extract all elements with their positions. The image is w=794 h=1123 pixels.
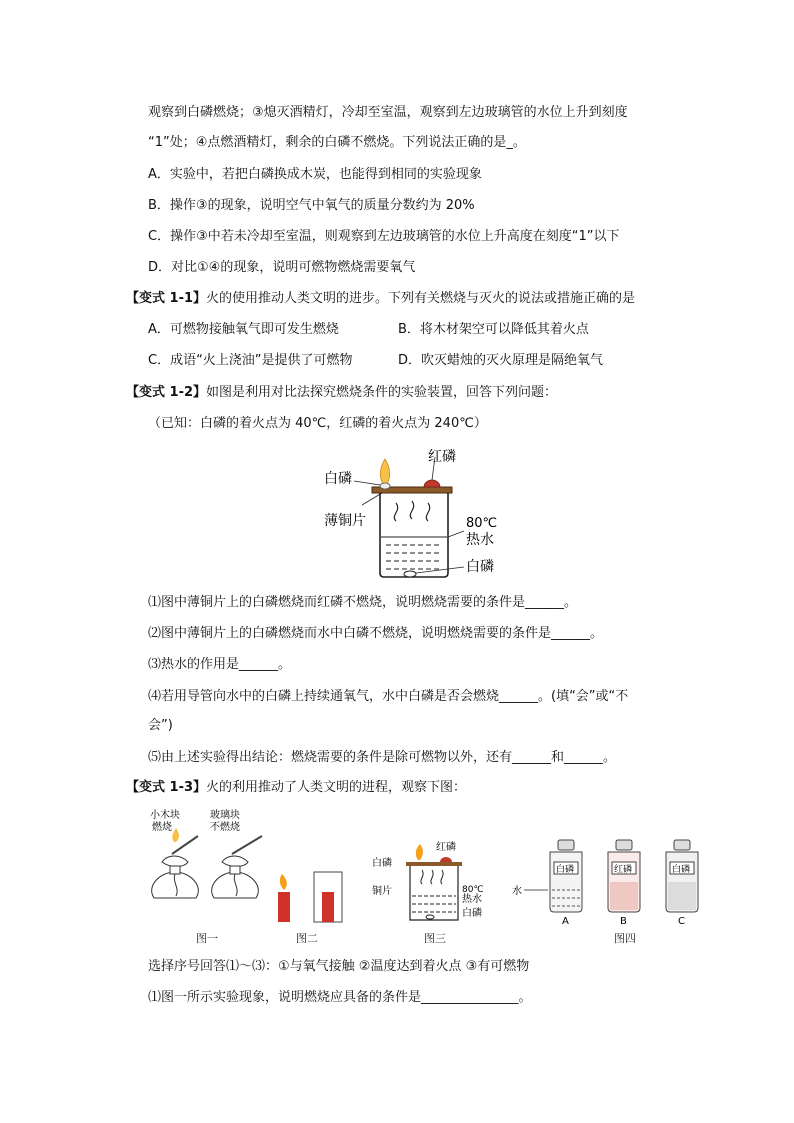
steam-lines [394, 501, 429, 521]
variant-stem: 火的利用推动了人类文明的进程，观察下图： [206, 780, 467, 795]
label-not-burn: 不燃烧 [210, 822, 240, 833]
letter-a: A [562, 916, 569, 926]
label-copper: 铜片 [372, 886, 392, 897]
figure-3-apparatus [370, 840, 494, 926]
label-temp: 80℃ [462, 885, 484, 895]
underwater-phosphorus [404, 571, 416, 577]
variant-stem: 如图是利用对比法探究燃烧条件的实验装置，回答下列问题： [206, 385, 558, 400]
label-red-phosphorus: 红磷 [428, 449, 456, 465]
label-red-phosphorus: 红磷 [436, 842, 456, 853]
q1-option-b: B．操作③的现象，说明空气中氧气的质量分数约为 20% [148, 198, 475, 213]
label-hot-water: 热水 [462, 894, 482, 905]
figure-1-caption: 图一 [196, 932, 218, 945]
letter-c: C [678, 916, 685, 926]
label-burns: 燃烧 [152, 822, 172, 833]
variant-1-3-heading [126, 779, 466, 797]
label-underwater-p: 白磷 [462, 908, 482, 919]
figure-2-candles [268, 868, 348, 926]
label-bottle-c: 白磷 [672, 865, 691, 875]
bottle-c [666, 840, 698, 912]
q1-option-c: C．操作③中若未冷却至室温，则观察到左边玻璃管的水位上升高度在刻度“1”以下 [148, 229, 620, 244]
label-white-phosphorus: 白磷 [372, 858, 392, 869]
q1-option-d: D．对比①④的现象，说明可燃物燃烧需要氧气 [148, 260, 416, 275]
figure-2-caption: 图二 [296, 932, 318, 945]
v12-known-note: （已知：白磷的着火点为 40℃，红磷的着火点为 240℃） [148, 416, 487, 431]
label-hot-water: 热水 [466, 532, 494, 548]
figure-4-caption: 图四 [614, 932, 636, 945]
v13-choose-options: 选择序号回答⑴～⑶：①与氧气接触 ②温度达到着火点 ③有可燃物 [148, 959, 530, 974]
variant-tag: 【变式 1-3】 [126, 780, 207, 795]
v11-option-b: B．将木材架空可以降低其着火点 [398, 322, 589, 337]
v11-option-d: D．吹灭蜡烛的灭火原理是隔绝氧气 [398, 353, 604, 368]
label-bottle-a: 白磷 [556, 865, 575, 875]
variant-tag: 【变式 1-1】 [126, 291, 207, 306]
alcohol-lamp-right [212, 836, 262, 898]
flame-icon [380, 459, 389, 485]
q1-line2: “1”处；④点燃酒精灯，剩余的白磷不燃烧。下列说法正确的是_。 [148, 135, 526, 150]
v12-sub-1: ⑴图中薄铜片上的白磷燃烧而红磷不燃烧，说明燃烧需要的条件是______。 [148, 595, 578, 610]
q1-option-a: A．实验中，若把白磷换成木炭，也能得到相同的实验现象 [148, 167, 482, 182]
bottle-a [550, 840, 582, 912]
bottle-b [608, 840, 640, 912]
alcohol-lamp-left [152, 828, 199, 898]
v12-sub-5: ⑸由上述实验得出结论：燃烧需要的条件是除可燃物以外，还有______和______。 [148, 750, 617, 765]
v12-sub-2: ⑵图中薄铜片上的白磷燃烧而水中白磷不燃烧，说明燃烧需要的条件是______。 [148, 626, 604, 641]
v11-option-c: C．成语“火上浇油”是提供了可燃物 [148, 353, 353, 368]
figure-3-caption: 图三 [424, 932, 446, 945]
combustion-apparatus-figure [320, 445, 510, 585]
variant-tag: 【变式 1-2】 [126, 385, 207, 400]
figure-4-bottles [510, 838, 706, 926]
label-water: 水 [512, 886, 522, 897]
red-phosphorus-dot [424, 480, 440, 487]
label-underwater-white-phosphorus: 白磷 [466, 559, 494, 575]
v12-sub-4-cont: 会”) [148, 718, 173, 733]
label-bottle-b: 红磷 [614, 865, 633, 875]
q1-line1: 观察到白磷燃烧；③熄灭酒精灯，冷却至室温，观察到左边玻璃管的水位上升到刻度 [148, 105, 628, 120]
label-temperature: 80℃ [466, 516, 498, 531]
v12-sub-3: ⑶热水的作用是______。 [148, 657, 292, 672]
v13-sub-1: ⑴图一所示实验现象，说明燃烧应具备的条件是_______________。 [148, 990, 532, 1005]
label-copper-sheet: 薄铜片 [324, 513, 366, 529]
v12-sub-4: ⑷若用导管向水中的白磷上持续通氧气，水中白磷是否会燃烧______。(填“会”或“不 [148, 689, 629, 704]
white-phosphorus-dot [380, 483, 390, 489]
label-white-phosphorus: 白磷 [324, 471, 352, 487]
variant-stem: 火的使用推动人类文明的进步。下列有关燃烧与灭火的说法或措施正确的是 [206, 291, 636, 306]
v11-option-a: A．可燃物接触氧气即可发生燃烧 [148, 322, 339, 337]
label-wood-block: 小木块 [150, 810, 180, 821]
variant-1-1-heading [126, 290, 635, 308]
label-glass-block: 玻璃块 [210, 810, 240, 821]
variant-1-2-heading [126, 384, 557, 402]
letter-b: B [620, 916, 627, 926]
